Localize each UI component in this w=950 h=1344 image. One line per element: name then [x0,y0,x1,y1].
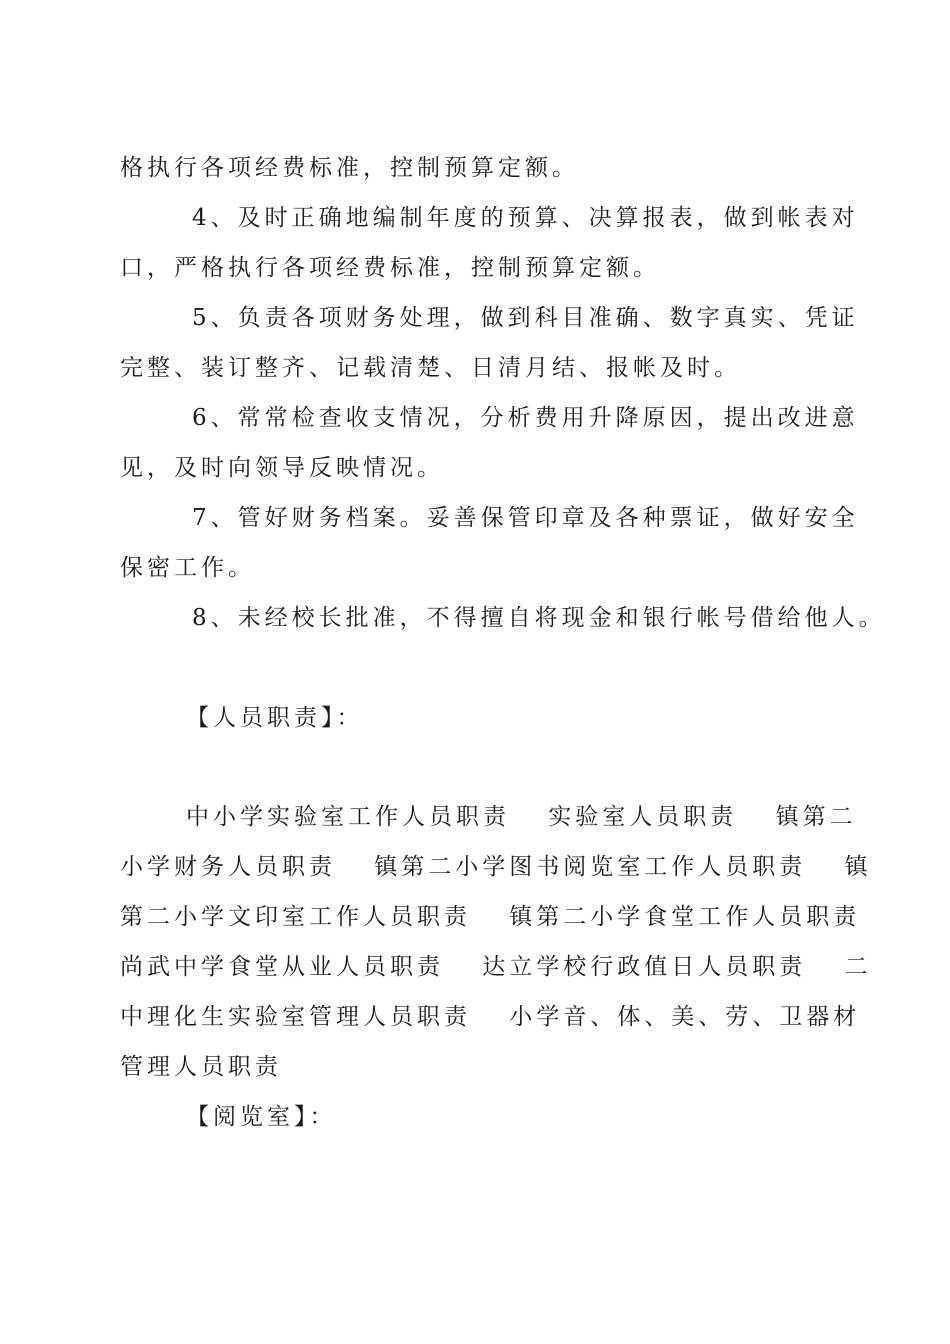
paragraph-line: 口，严格执行各项经费标准，控制预算定额。 [120,255,660,281]
related-links-line[interactable]: 中小学实验室工作人员职责 实验室人员职责 镇第二 [186,804,857,830]
related-links-line[interactable]: 尚武中学食堂从业人员职责 达立学校行政值日人员职责 二 [120,954,872,980]
paragraph-line: 5、负责各项财务处理，做到科目准确、数字真实、凭证 [192,305,859,331]
paragraph-line: 4、及时正确地编制年度的预算、决算报表，做到帐表对 [192,205,859,231]
related-links-line[interactable]: 第二小学文印室工作人员职责 镇第二小学食堂工作人员职责 [120,904,861,930]
section-heading-personnel: 【人员职责】： [186,705,364,731]
related-links-line[interactable]: 小学财务人员职责 镇第二小学图书阅览室工作人员职责 镇 [120,854,872,880]
paragraph-line: 7、管好财务档案。妥善保管印章及各种票证，做好安全 [192,505,859,531]
related-links-line[interactable]: 管理人员职责 [120,1054,282,1080]
related-links-line[interactable]: 中理化生实验室管理人员职责 小学音、体、美、劳、卫器材 [120,1004,861,1030]
section-heading-reading-room: 【阅览室】： [186,1104,337,1130]
paragraph-line: 见，及时向领导反映情况。 [120,455,444,481]
paragraph-line: 6、常常检查收支情况，分析费用升降原因，提出改进意 [192,405,859,431]
paragraph-line: 格执行各项经费标准，控制预算定额。 [120,155,579,181]
paragraph-line: 保密工作。 [120,555,255,581]
paragraph-line: 8、未经校长批准，不得擅自将现金和银行帐号借给他人。 [192,605,886,631]
paragraph-line: 完整、装订整齐、记载清楚、日清月结、报帐及时。 [120,355,741,381]
